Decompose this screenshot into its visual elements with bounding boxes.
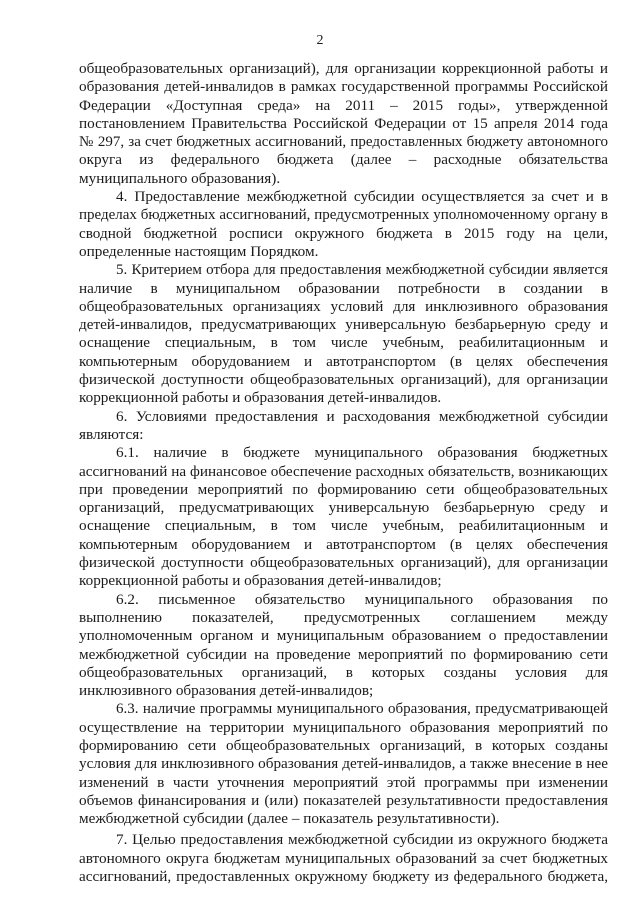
document-body (79, 60, 608, 886)
text-line: детей-инвалидов, предусматривающих универсальную безбарьерную среду и (79, 316, 608, 334)
text-line: 6.1. наличие в бюджете муниципального образования бюджетных (116, 444, 608, 462)
text-line: автономного округа бюджетам муниципальных образований за счет бюджетных (79, 849, 608, 867)
text-line: постановлением Правительства Российской Федерации от 15 апреля 2014 года (79, 114, 608, 132)
paragraph-p6-2 (79, 591, 608, 701)
text-line: ассигнований на финансовое обеспечение расходных обязательств, возникающих (79, 462, 608, 480)
text-line: сводной бюджетной росписи окружного бюджета в 2015 году на цели, (79, 224, 608, 242)
text-line: муниципального образования). (79, 169, 281, 187)
text-line: 6. Условиями предоставления и расходования межбюджетной субсидии (116, 407, 608, 425)
text-line: компьютерным оборудованием и автотранспортом (в целях обеспечения (79, 352, 608, 370)
text-line: оснащение специальным, в том числе учебным, реабилитационным и (79, 334, 608, 352)
text-line: являются: (79, 425, 144, 443)
text-line: компьютерным оборудованием и автотранспортом (в целях обеспечения (79, 535, 608, 553)
text-line: условия для инклюзивного образования детей-инвалидов, а также внесение в нее (79, 755, 608, 773)
page-number: 2 (316, 33, 324, 48)
text-line: общеобразовательных организаций), для организации коррекционной работы и (79, 60, 608, 77)
text-line: пределах бюджетных ассигнований, предусмотренных уполномоченному органу в (79, 207, 608, 224)
paragraph-p7 (79, 831, 608, 886)
text-line: физической доступности общеобразовательных организаций), для организации (79, 554, 608, 572)
text-line: определенные настоящим Порядком. (79, 242, 319, 260)
paragraph-p6-1 (79, 444, 608, 590)
text-line: инклюзивного образования детей-инвалидов; (79, 682, 374, 700)
text-line: изменений в части уточнения мероприятий этой программы при изменении (79, 773, 608, 791)
text-line: Федерации «Доступная среда» на 2011 – 2015 годы», утвержденной (79, 96, 608, 114)
text-line: физической доступности общеобразовательных организаций), для организации (79, 371, 608, 389)
text-line: уполномоченным органом и муниципальным образованием о предоставлении (79, 627, 608, 645)
text-line: при проведении мероприятий по формированию сети общеобразовательных (79, 480, 608, 498)
paragraph-p6 (79, 408, 608, 445)
text-line: коррекционной работы и образования детей-инвалидов. (79, 389, 442, 407)
text-line: межбюджетной субсидии на проведение мероприятий по формированию сети (79, 645, 608, 663)
text-line: 7. Целью предоставления межбюджетной субсидии из окружного бюджета (116, 831, 608, 849)
text-line: 4. Предоставление межбюджетной субсидии осуществляется за счет и в (116, 188, 608, 206)
text-line: выполнению показателей, предусмотренных соглашением между (79, 608, 608, 626)
text-line: объемов финансирования и (или) показателей результативности предоставления (79, 791, 608, 809)
text-line: формированию сети общеобразовательных организаций, в которых созданы (79, 736, 608, 754)
paragraph-p5 (79, 261, 608, 407)
text-line: общеобразовательных организациях условий для инклюзивного образования (79, 297, 608, 315)
text-line: округа из федерального бюджета (далее – расходные обязательства (79, 151, 608, 169)
text-line: наличие в муниципальном образовании потребности в создании в (79, 279, 608, 297)
text-line: оснащение специальным, в том числе учебным, реабилитационным и (79, 517, 608, 535)
text-line: организаций, предусматривающих универсальную безбарьерную среду и (79, 499, 608, 517)
text-line: межбюджетной субсидии (далее – показатель результативности). (79, 810, 500, 828)
paragraph-p3-continuation (79, 60, 608, 188)
text-line: № 297, за счет бюджетных ассигнований, предоставленных бюджету автономного (79, 134, 608, 151)
text-line: ассигнований, предоставленных окружному бюджету из федерального бюджета, (79, 868, 608, 886)
text-line: коррекционной работы и образования детей-инвалидов; (79, 572, 442, 590)
text-line: общеобразовательных организаций, в которых созданы условия для (79, 663, 608, 681)
paragraph-p4 (79, 188, 608, 261)
text-line: 6.3. наличие программы муниципального образования, предусматривающей (116, 701, 608, 718)
text-line: осуществление на территории муниципального образования мероприятий по (79, 718, 608, 736)
paragraph-p6-3 (79, 700, 608, 828)
text-line: 6.2. письменное обязательство муниципального образования по (116, 590, 608, 608)
text-line: образования детей-инвалидов в рамках государственной программы Российской (79, 78, 608, 96)
text-line: 5. Критерием отбора для предоставления межбюджетной субсидии является (116, 262, 608, 279)
